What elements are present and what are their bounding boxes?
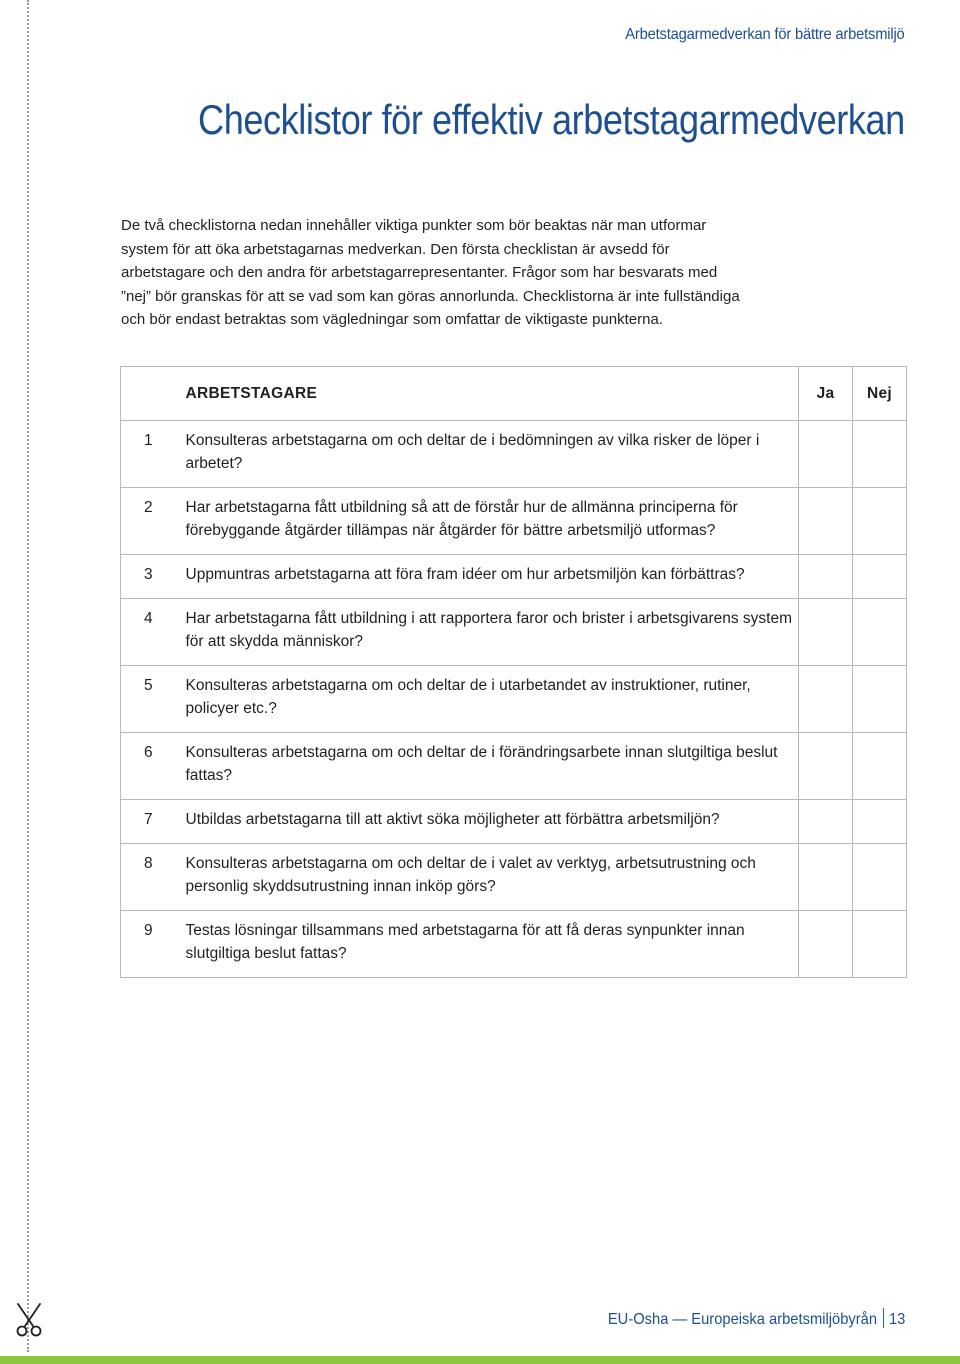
yes-checkbox[interactable]	[799, 911, 853, 978]
question-number: 5	[121, 666, 176, 733]
question-text: Har arbetstagarna fått utbildning så att de förstår hur de allmänna principerna för förebyggande åtgärder tillämpas när åtgärder för bättre arbetsmiljö utformas?	[176, 488, 799, 555]
no-checkbox[interactable]	[853, 666, 907, 733]
question-number: 1	[121, 421, 176, 488]
intro-line: system för att öka arbetstagarnas medverkan. Den första checklistan är avsedd för	[121, 240, 670, 258]
table-row	[121, 911, 907, 978]
question-number: 4	[121, 599, 176, 666]
yes-checkbox[interactable]	[799, 555, 853, 599]
question-number: 3	[121, 555, 176, 599]
question-text: Har arbetstagarna fått utbildning i att rapportera faror och brister i arbetsgivarens system för att skydda människor?	[176, 599, 799, 666]
no-checkbox[interactable]	[853, 733, 907, 800]
table-row	[121, 599, 907, 666]
question-number: 8	[121, 844, 176, 911]
yes-checkbox[interactable]	[799, 800, 853, 844]
no-checkbox[interactable]	[853, 844, 907, 911]
table-row	[121, 844, 907, 911]
intro-paragraph	[121, 214, 801, 332]
table-row	[121, 666, 907, 733]
running-header: Arbetstagarmedverkan för bättre arbetsmiljö	[625, 26, 905, 43]
question-text: Konsulteras arbetstagarna om och deltar de i bedömningen av vilka risker de löper i arbetet?	[176, 421, 799, 488]
question-number: 7	[121, 800, 176, 844]
intro-line: arbetstagare och den andra för arbetstagarrepresentanter. Frågor som har besvarats med	[121, 264, 718, 281]
checklist-title: ARBETSTAGARE	[176, 367, 799, 421]
page-number: 13	[888, 1311, 905, 1328]
table-row	[121, 488, 907, 555]
yes-checkbox[interactable]	[799, 488, 853, 555]
question-text: Utbildas arbetstagarna till att aktivt söka möjligheter att förbättra arbetsmiljön?	[176, 800, 799, 844]
checklist-header-row	[121, 367, 907, 421]
table-row	[121, 800, 907, 844]
no-checkbox[interactable]	[853, 599, 907, 666]
no-column-header: Nej	[853, 367, 907, 421]
question-number: 2	[121, 488, 176, 555]
intro-line: och bör endast betraktas som vägledningar som omfattar de viktigaste punkterna.	[121, 311, 663, 328]
no-checkbox[interactable]	[853, 800, 907, 844]
yes-checkbox[interactable]	[799, 733, 853, 800]
no-checkbox[interactable]	[853, 488, 907, 555]
cut-line	[27, 0, 29, 1352]
no-checkbox[interactable]	[853, 421, 907, 488]
footer-organization: EU-Osha — Europeiska arbetsmiljöbyrån	[607, 1311, 877, 1328]
question-text: Testas lösningar tillsammans med arbetstagarna för att få deras synpunkter innan slutgiltiga beslut fattas?	[176, 911, 799, 978]
page-title: Checklistor för effektiv arbetstagarmedverkan	[198, 96, 905, 143]
no-checkbox[interactable]	[853, 555, 907, 599]
checklist-table	[120, 366, 907, 978]
page-footer	[608, 1308, 905, 1329]
table-row	[121, 421, 907, 488]
table-row	[121, 733, 907, 800]
header-number-cell	[121, 367, 176, 421]
intro-line: ”nej” bör granskas för att se vad som kan göras annorlunda. Checklistorna är inte fullständiga	[121, 287, 740, 305]
yes-checkbox[interactable]	[799, 421, 853, 488]
scissors-icon	[14, 1302, 44, 1338]
yes-checkbox[interactable]	[799, 844, 853, 911]
question-text: Konsulteras arbetstagarna om och deltar de i utarbetandet av instruktioner, rutiner, policyer etc.?	[176, 666, 799, 733]
bottom-accent-bar	[0, 1356, 960, 1364]
no-checkbox[interactable]	[853, 911, 907, 978]
question-number: 9	[121, 911, 176, 978]
yes-column-header: Ja	[799, 367, 853, 421]
yes-checkbox[interactable]	[799, 666, 853, 733]
intro-line: De två checklistorna nedan innehåller viktiga punkter som bör beaktas när man utformar	[121, 217, 707, 234]
footer-divider	[882, 1308, 883, 1328]
question-text: Konsulteras arbetstagarna om och deltar de i valet av verktyg, arbetsutrustning och personlig skyddsutrustning innan inköp görs?	[176, 844, 799, 911]
question-number: 6	[121, 733, 176, 800]
yes-checkbox[interactable]	[799, 599, 853, 666]
table-row	[121, 555, 907, 599]
question-text: Konsulteras arbetstagarna om och deltar de i förändringsarbete innan slutgiltiga beslut fattas?	[176, 733, 799, 800]
question-text: Uppmuntras arbetstagarna att föra fram idéer om hur arbetsmiljön kan förbättras?	[176, 555, 799, 599]
